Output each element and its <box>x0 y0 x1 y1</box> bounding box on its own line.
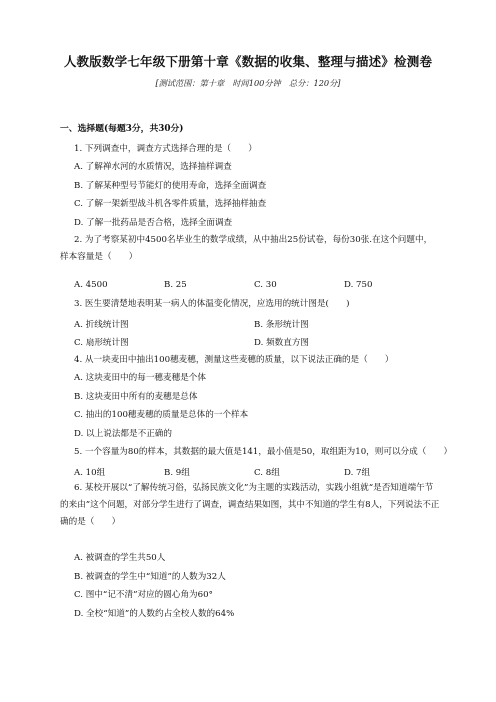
question-4-option-a: A. 这块麦田中的每一穗麦穗是个体 <box>74 373 206 383</box>
test-meta: [测试范围：第十章 时间100分钟 总分：120分] <box>155 78 341 88</box>
question-3-option-d: D. 频数直方图 <box>254 338 310 348</box>
question-2-option-d: D. 750 <box>344 280 373 290</box>
question-5-option-b: B. 9组 <box>164 468 190 478</box>
question-6-option-a: A. 被调查的学生共50人 <box>74 553 166 563</box>
question-6-stem: 6. 某校开展以“了解传统习俗，弘扬民族文化”为主题的实践活动，实践小组就“是否知道端午节的来由”这个问题，对部分学生进行了调查，调查结果如图，其中不知道的学生有8人，下列说法不正确的是（ ） <box>60 483 440 527</box>
question-2-option-a: A. 4500 <box>74 280 108 290</box>
question-2-option-c: C. 30 <box>254 280 277 290</box>
question-6-option-c: C. 图中“记不清”对应的圆心角为60° <box>74 590 213 600</box>
question-4-option-c: C. 抽出的100穗麦穗的质量是总体的一个样本 <box>74 410 249 420</box>
question-3-option-b: B. 条形统计图 <box>254 320 309 330</box>
question-6-option-b: B. 被调查的学生中“知道”的人数为32人 <box>74 572 226 582</box>
question-1-option-d: D. 了解一批药品是否合格，选择全面调查 <box>74 218 233 228</box>
question-4-option-d: D. 以上说法都是不正确的 <box>74 429 172 439</box>
question-5-option-a: A. 10组 <box>74 468 106 478</box>
question-3-options-row-2 <box>74 336 434 348</box>
question-3-options-row-1 <box>74 318 434 330</box>
question-3-stem: 3. 医生要清楚地表明某一病人的体温变化情况，应选用的统计图是( ) <box>74 299 350 309</box>
question-1-stem: 1. 下列调查中，调查方式选择合理的是（ ） <box>74 144 257 154</box>
question-5-option-d: D. 7组 <box>344 468 371 478</box>
question-1-option-a: A. 了解禅水河的水质情况，选择抽样调查 <box>74 162 232 172</box>
page-title: 人教版数学七年级下册第十章《数据的收集、整理与描述》检测卷 <box>63 54 433 69</box>
section-heading: 一、选择题(每题3分，共30分) <box>60 124 184 134</box>
question-4-option-b: B. 这块麦田中所有的麦穗是总体 <box>74 392 198 402</box>
question-3-option-a: A. 折线统计图 <box>74 320 129 330</box>
question-2-stem: 2. 为了考察某初中4500名毕业生的数学成绩，从中抽出25份试卷，每份30张.在这个问题中，样本容量是（ ） <box>60 235 433 262</box>
question-5-option-c: C. 8组 <box>254 468 280 478</box>
question-3-option-c: C. 扇形统计图 <box>74 338 129 348</box>
question-5-stem: 5. 一个容量为80的样本，其数据的最大值是141，最小值是50，取组距为10，则可以分成（ ） <box>74 447 453 457</box>
question-1-option-c: C. 了解一架新型战斗机各零件质量，选择抽样抽查 <box>74 199 267 209</box>
question-1-option-b: B. 了解某种型号节能灯的使用寿命，选择全面调查 <box>74 181 267 191</box>
question-2-options <box>74 280 434 290</box>
question-6-option-d: D. 全校“知道”的人数约占全校人数的64% <box>74 609 235 619</box>
question-4-stem: 4. 从一块麦田中抽出100穗麦穗，测量这些麦穗的质量，以下说法正确的是（ ） <box>74 355 394 365</box>
question-5-options <box>74 466 434 478</box>
question-2-option-b: B. 25 <box>164 280 187 290</box>
